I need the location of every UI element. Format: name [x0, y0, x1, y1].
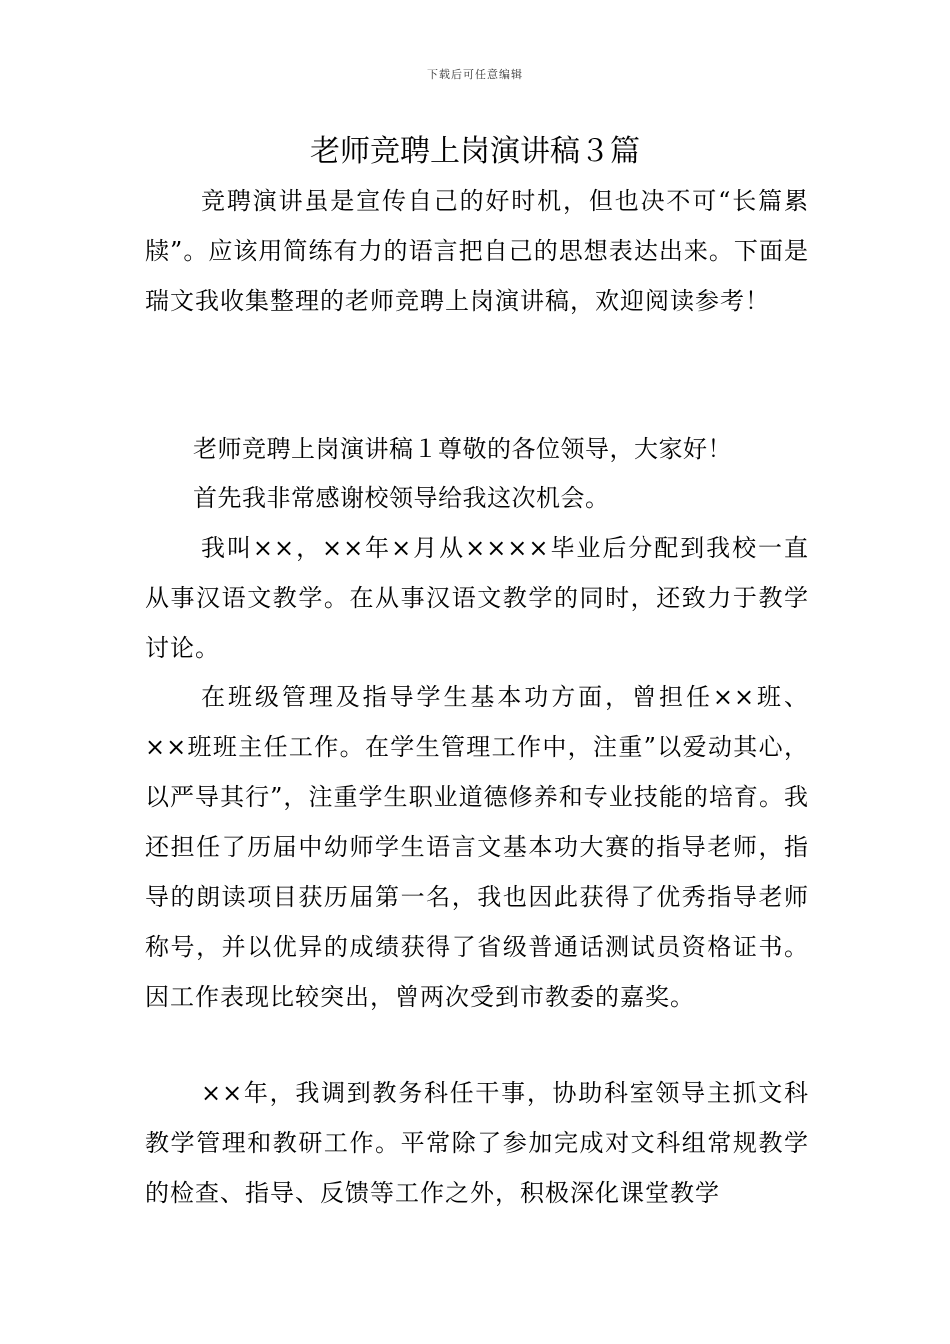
page-title: 老师竞聘上岗演讲稿３篇	[310, 134, 640, 169]
paragraph-thanks: 首先我非常感谢校领导给我这次机会。	[193, 484, 610, 512]
paragraph-academic-office: ××年，我调到教务科任干事，协助科室领导主抓文科教学管理和教研工作。平常除了参加完成对文科组常规教学的检查、指导、反馈等工作之外，积极深化课堂教学	[145, 1079, 809, 1207]
section-heading-1: 老师竞聘上岗演讲稿１尊敬的各位领导，大家好！	[193, 435, 732, 463]
paragraph-class-management: 在班级管理及指导学生基本功方面，曾担任××班、××班班主任工作。在学生管理工作中，注重”以爱动其心，以严导其行”，注重学生职业道德修养和专业技能的培育。我还担任了历届中幼师学生语言文基本功大赛的指导老师，指导的朗读项目获历届第一名，我也因此获得了优秀指导老师称号，并以优异的成绩获得了省级普通话测试员资格证书。因工作表现比较突出，曾两次受到市教委的嘉奖。	[145, 683, 809, 1011]
header-note: 下载后可任意编辑	[427, 68, 523, 81]
paragraph-self-introduction: 我叫××，××年×月从××××毕业后分配到我校一直从事汉语文教学。在从事汉语文教学的同时，还致力于教学讨论。	[145, 534, 809, 662]
paragraph-intro: 竞聘演讲虽是宣传自己的好时机，但也决不可“长篇累牍”。应该用简练有力的语言把自己的思想表达出来。下面是瑞文我收集整理的老师竞聘上岗演讲稿，欢迎阅读参考！	[145, 187, 809, 315]
